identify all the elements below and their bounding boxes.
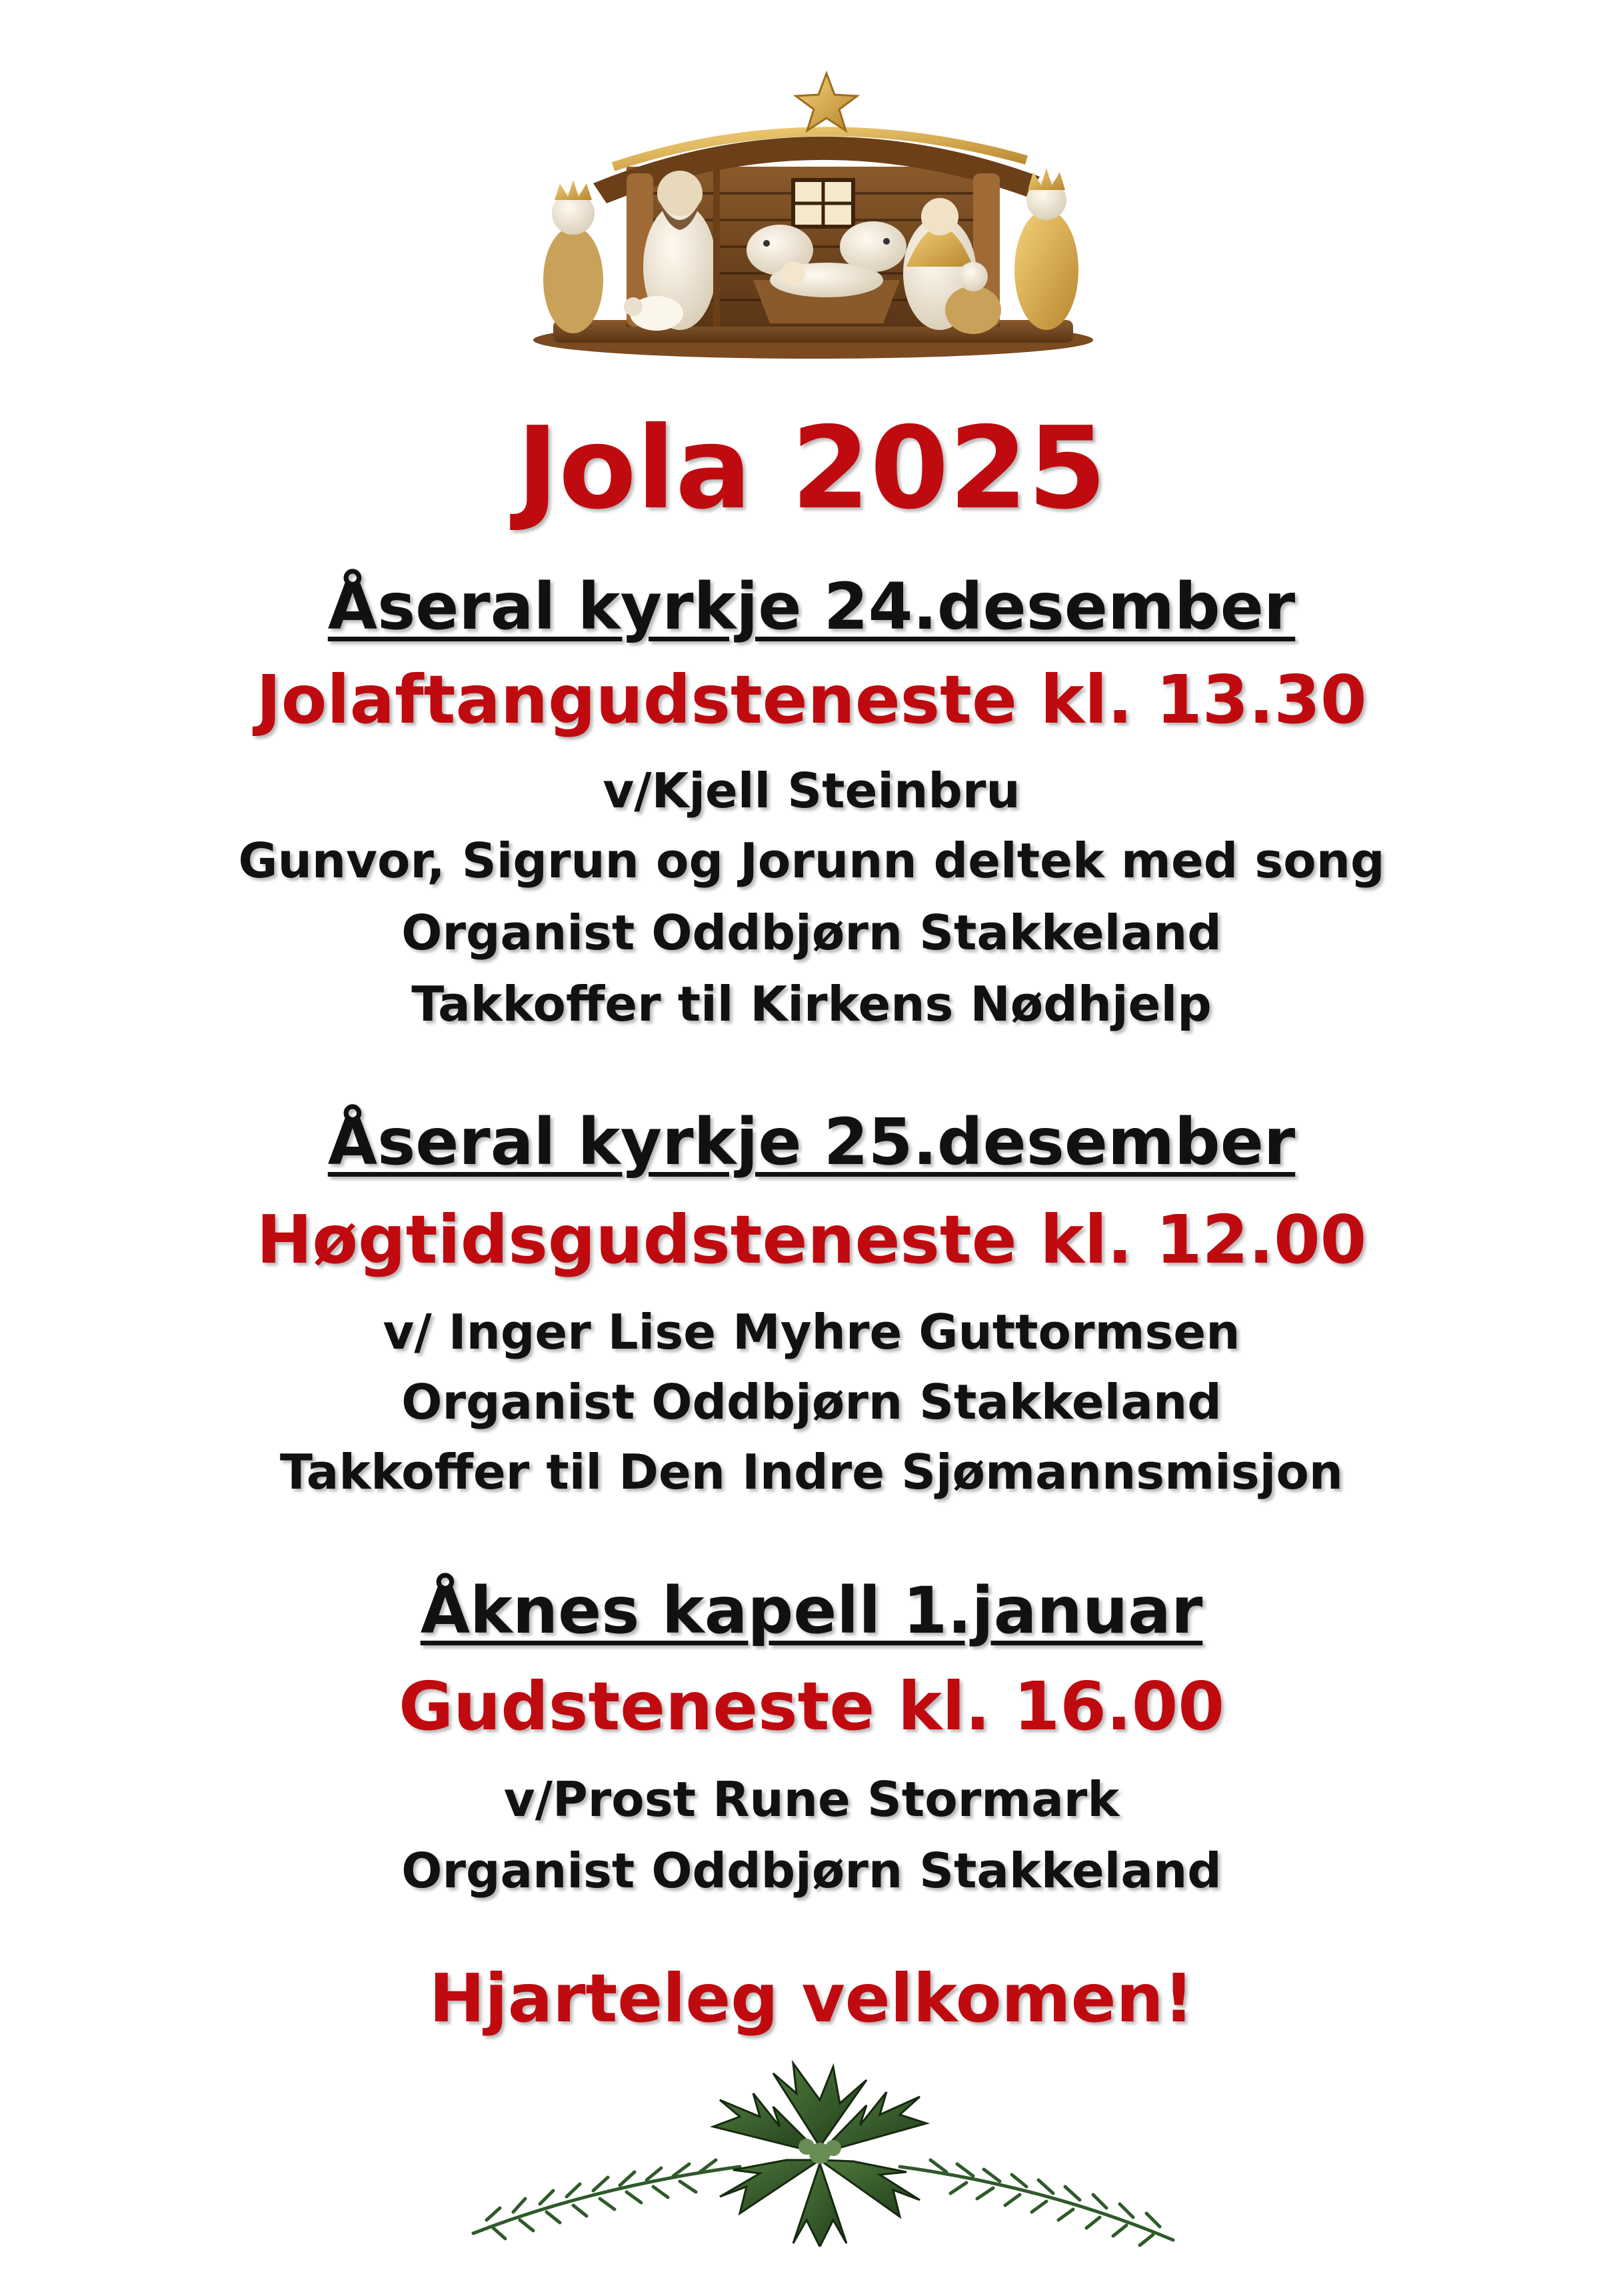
event-3-detail-2: Organist Oddbjørn Stakkeland [401, 1843, 1222, 1899]
event-1-location: Åseral kyrkje 24.desember [327, 569, 1296, 644]
event-3-service: Gudsteneste kl. 16.00 [399, 1667, 1224, 1745]
event-1-detail-4: Takkoffer til Kirkens Nødhjelp [411, 976, 1212, 1032]
event-1-service: Jolaftangudsteneste kl. 13.30 [256, 661, 1367, 739]
event-2-location: Åseral kyrkje 25.desember [327, 1105, 1296, 1179]
holly-garland-illustration [460, 2053, 1186, 2247]
welcome-message: Hjarteleg velkomen! [429, 1959, 1194, 2037]
page-title: Jola 2025 [516, 403, 1107, 535]
event-1-detail-3: Organist Oddbjørn Stakkeland [401, 905, 1222, 961]
event-3-detail-1: v/Prost Rune Stormark [503, 1771, 1120, 1827]
event-1-detail-1: v/Kjell Steinbru [603, 763, 1020, 819]
event-3-location: Åknes kapell 1.januar [420, 1573, 1203, 1648]
event-2-detail-1: v/ Inger Lise Myhre Guttormsen [383, 1304, 1240, 1360]
nativity-scene-illustration [513, 67, 1113, 360]
event-2-service: Høgtidsgudsteneste kl. 12.00 [256, 1201, 1367, 1279]
event-1-detail-2: Gunvor, Sigrun og Jorunn deltek med song [238, 833, 1385, 889]
event-2-detail-2: Organist Oddbjørn Stakkeland [401, 1374, 1222, 1430]
event-2-detail-3: Takkoffer til Den Indre Sjømannsmisjon [279, 1444, 1344, 1500]
